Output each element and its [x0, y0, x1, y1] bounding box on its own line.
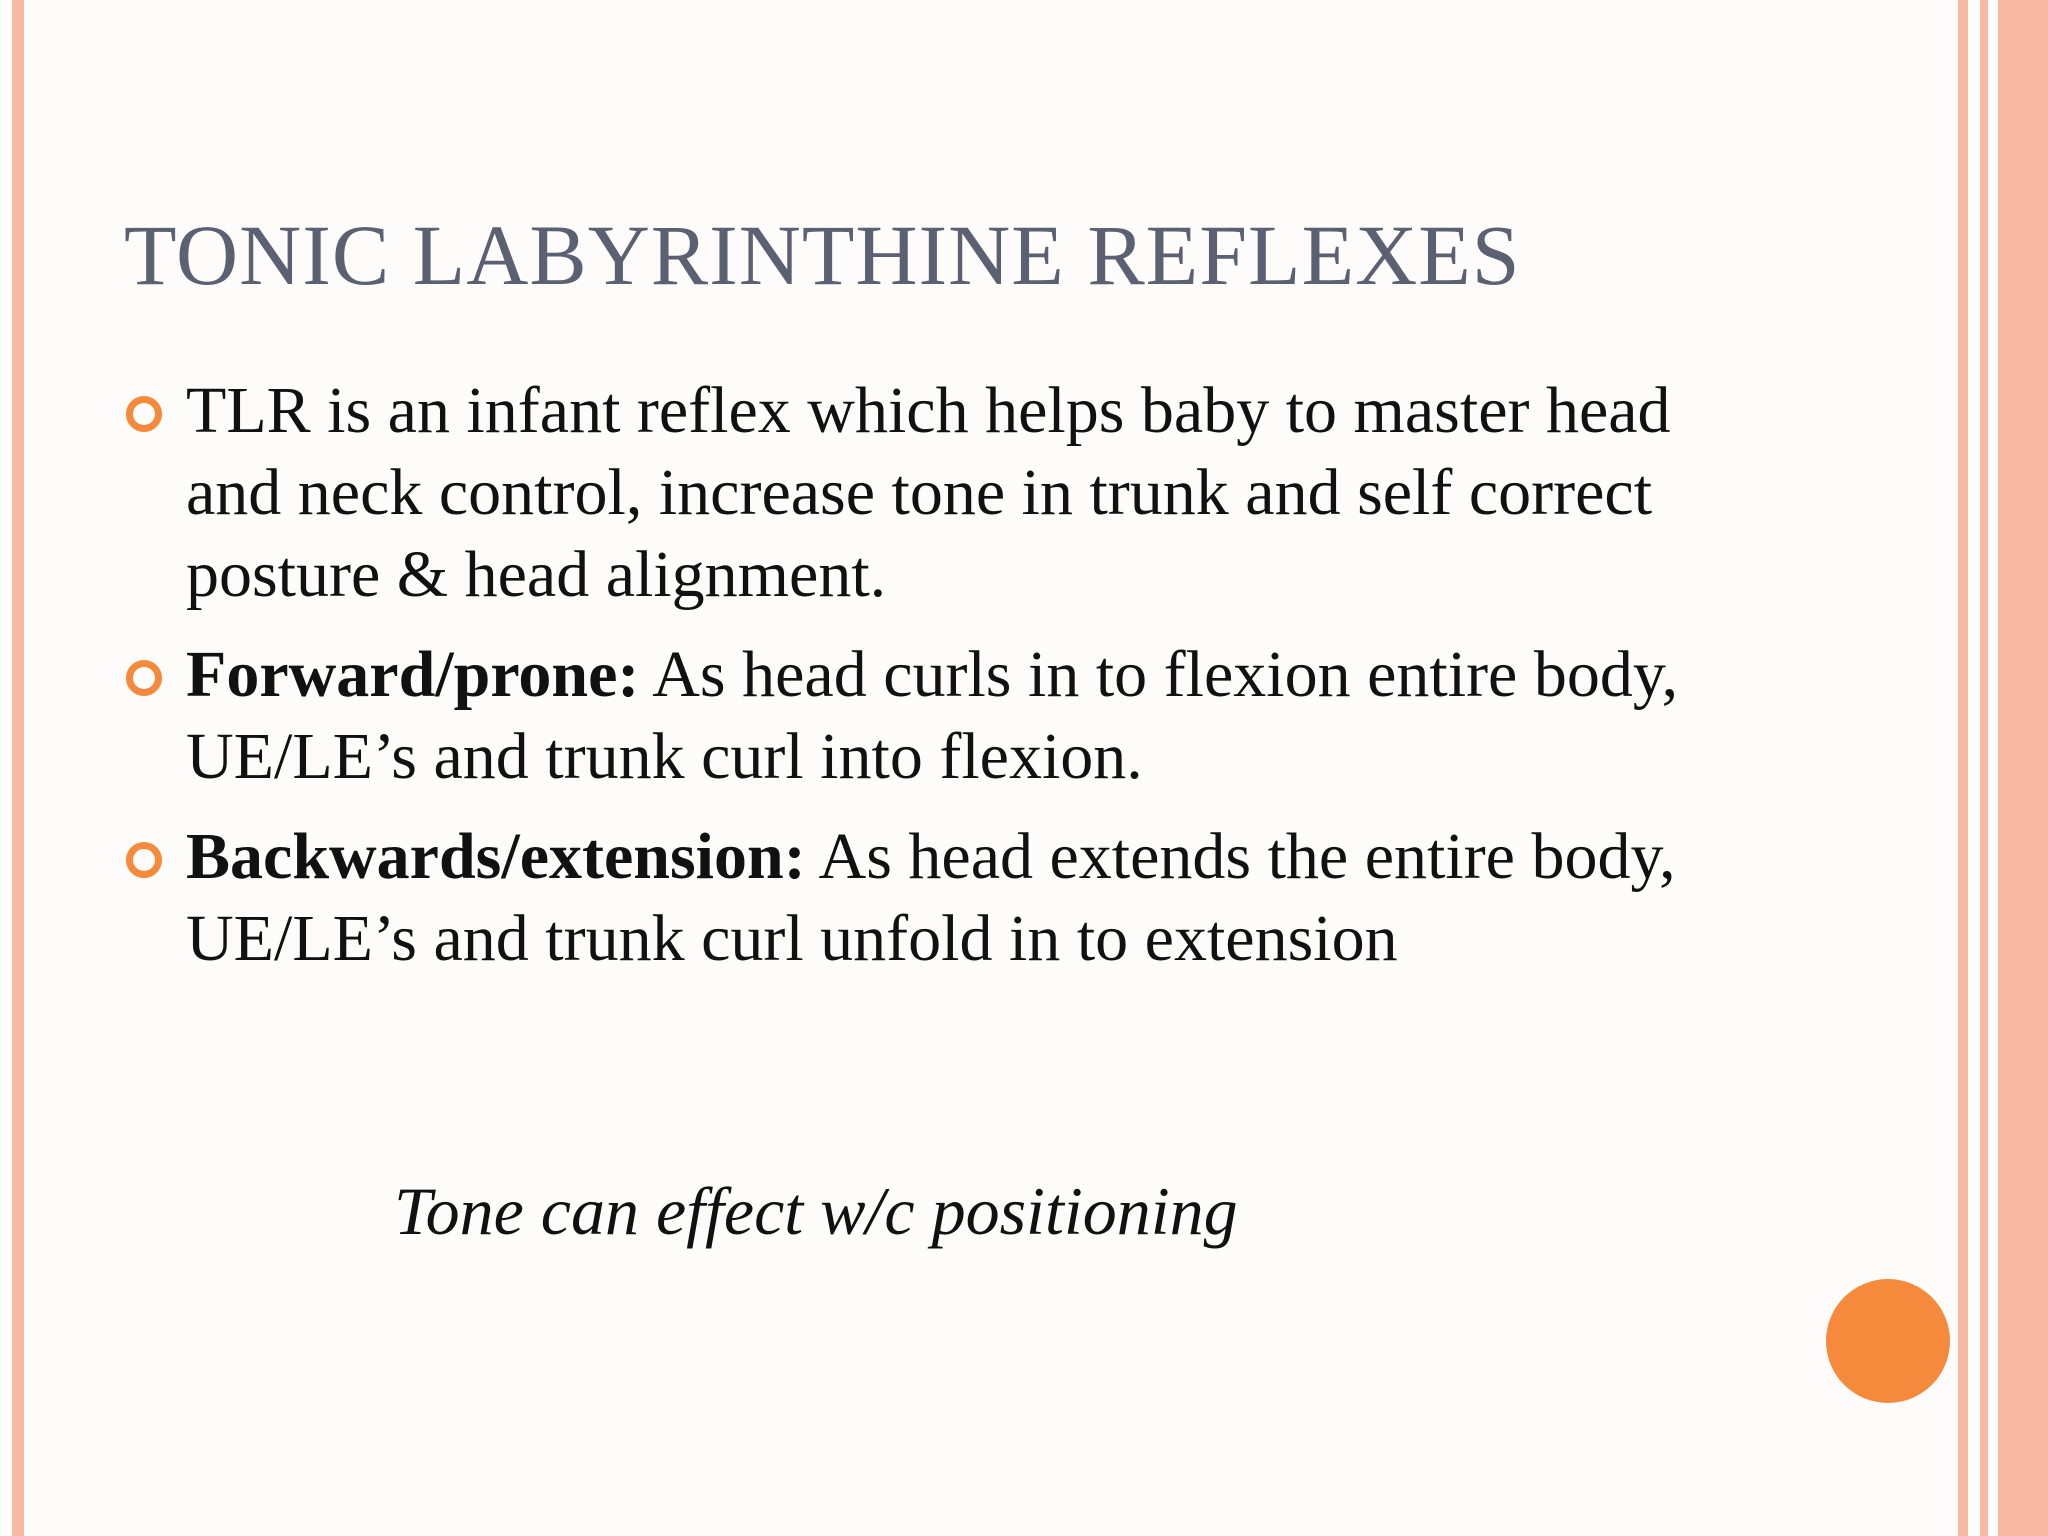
left-decorative-bar — [12, 0, 24, 1536]
bullet-item — [124, 816, 1764, 980]
bullet-text: TLR is an infant reflex which helps baby to master head and neck control, increase tone in trunk and self correct posture & head alignment. — [186, 374, 1671, 611]
right-stripe — [1980, 0, 1988, 1536]
bullet-bold-lead: Forward/prone: — [186, 638, 640, 711]
bullet-text: As head extends the entire body, UE/LE’s and trunk curl unfold in to extension — [186, 820, 1676, 975]
ring-bullet-icon — [126, 396, 162, 432]
right-stripe — [1958, 0, 1968, 1536]
bullet-list — [124, 370, 1764, 998]
bullet-item — [124, 634, 1764, 798]
bullet-item — [124, 370, 1764, 616]
bullet-bold-lead: Backwards/extension: — [186, 820, 806, 893]
right-decorative-stripes — [1958, 0, 2048, 1536]
orange-circle-decoration — [1826, 1279, 1950, 1403]
slide-note: Tone can effect w/c positioning — [394, 1173, 1238, 1249]
ring-bullet-icon — [126, 660, 162, 696]
right-stripe — [1998, 0, 2048, 1536]
slide-title: TONIC LABYRINTHINE REFLEXES — [124, 207, 1521, 303]
ring-bullet-icon — [126, 842, 162, 878]
bullet-text: As head curls in to flexion entire body, UE/LE’s and trunk curl into flexion. — [186, 638, 1679, 793]
